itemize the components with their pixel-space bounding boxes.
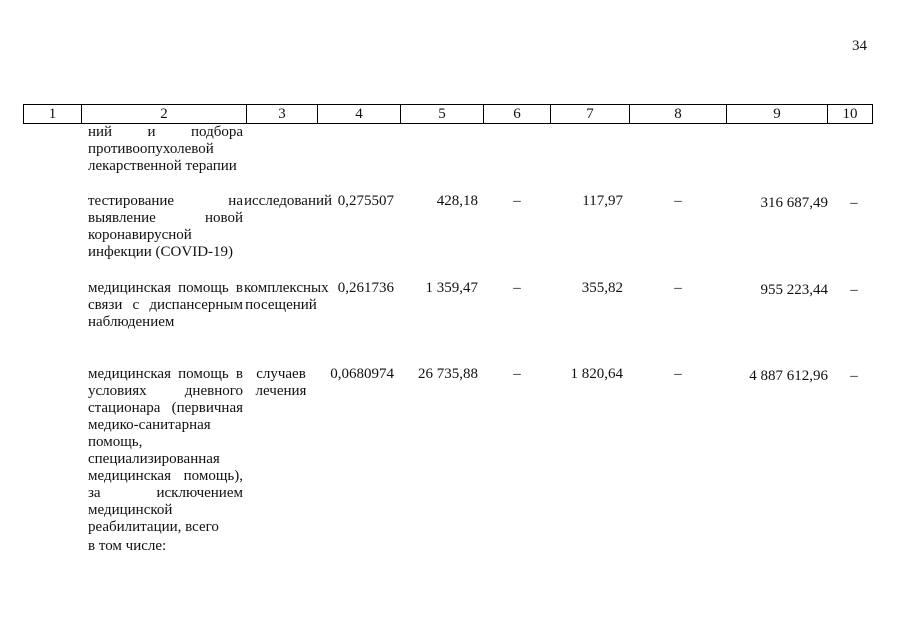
row-col7: 1 820,64 — [570, 366, 623, 382]
header-col-6: 6 — [484, 105, 551, 123]
header-col-4: 4 — [318, 105, 401, 123]
row-unit: комплексных посещений — [244, 280, 329, 313]
row-col8: – — [674, 366, 682, 382]
footer-text: в том числе: — [88, 538, 167, 554]
row-col10: – — [850, 282, 858, 298]
header-col-9: 9 — [727, 105, 828, 123]
row-col10: – — [850, 368, 858, 384]
row-col6: – — [513, 280, 521, 296]
header-col-10: 10 — [842, 106, 858, 122]
header-col-2: 2 — [82, 105, 247, 123]
row-col7: 355,82 — [581, 280, 623, 296]
header-col-3: 3 — [247, 105, 318, 123]
row-unit: случаев лечения — [255, 366, 307, 399]
page-number: 34 — [852, 38, 867, 54]
row-description: тестирование на выявление новой коронавирусной инфекции (COVID-19) — [88, 193, 243, 260]
row-description: медицинская помощь в связи с диспансерным наблюдением — [88, 280, 243, 330]
header-col-8: 8 — [630, 105, 727, 123]
row-description: медицинская помощь в условиях дневного стационара (первичная медико-санитарная помощь, специализированная медицинская помощь), за исключением медицинской реабилитации, всего — [88, 366, 243, 535]
row-col10: – — [850, 195, 858, 211]
row-col5: 1 359,47 — [425, 280, 478, 296]
row-col5: 428,18 — [436, 193, 478, 209]
row-col5: 26 735,88 — [418, 366, 478, 382]
table-header-row — [23, 104, 873, 124]
header-col-1: 1 — [24, 105, 82, 123]
row-col9: 4 887 612,96 — [749, 368, 828, 384]
row-col4: 0,261736 — [337, 280, 394, 296]
row-unit: исследований — [244, 193, 333, 209]
header-col-5: 5 — [401, 105, 484, 123]
row-col4: 0,0680974 — [330, 366, 394, 382]
row-col9: 316 687,49 — [760, 195, 828, 211]
row-col8: – — [674, 193, 682, 209]
row-col6: – — [513, 193, 521, 209]
row-col7: 117,97 — [582, 193, 623, 209]
carryover-description: ний и подбора противоопухолевой лекарственной терапии — [88, 124, 243, 174]
row-col4: 0,275507 — [337, 193, 394, 209]
row-col9: 955 223,44 — [760, 282, 828, 298]
header-col-7: 7 — [551, 105, 630, 123]
row-col8: – — [674, 280, 682, 296]
row-col6: – — [513, 366, 521, 382]
